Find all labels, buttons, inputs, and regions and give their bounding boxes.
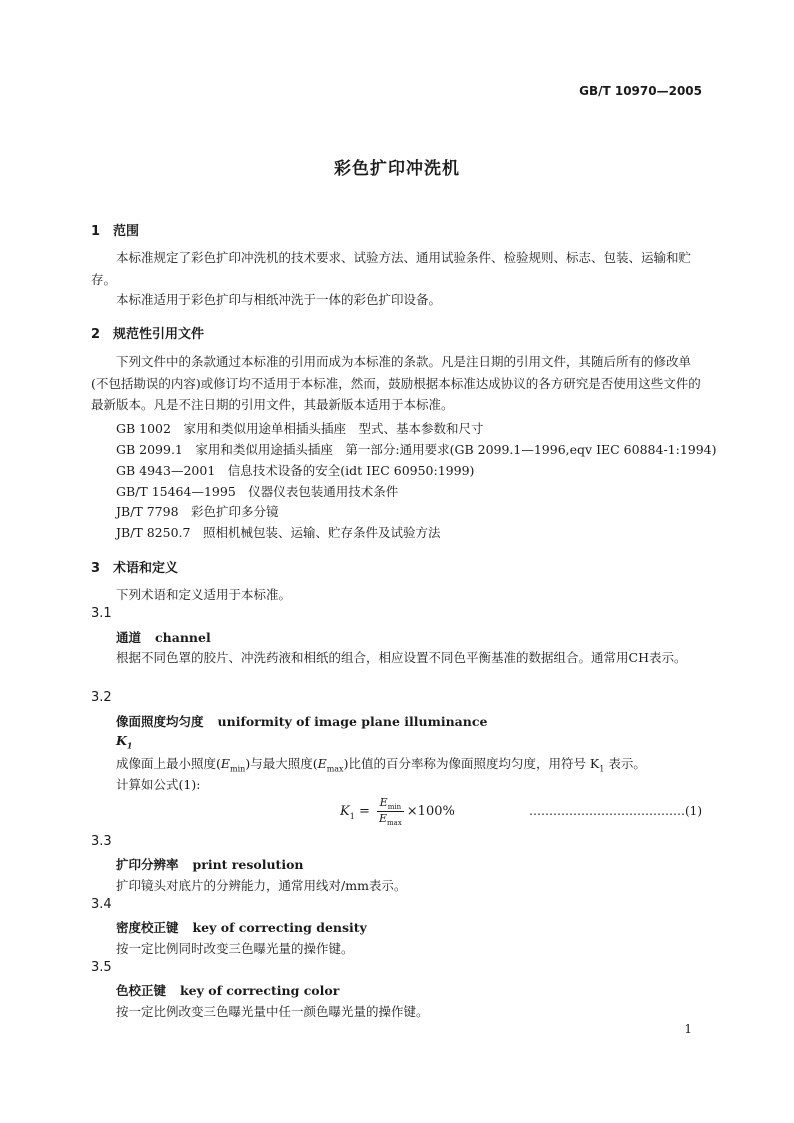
term-cn: 密度校正键 — [116, 920, 179, 935]
fraction-numerator — [377, 796, 404, 812]
formula-times: ×100% — [406, 804, 455, 820]
term-cn: 色校正键 — [116, 983, 167, 998]
reference-item: JB/T 8250.7 照相机械包装、运输、贮存条件及试验方法 — [116, 525, 441, 540]
symbol-sub: 1 — [599, 764, 605, 774]
clause-number-3-5: 3.5 — [91, 960, 112, 975]
clause-number-3-2: 3.2 — [91, 690, 112, 705]
term-3-2 — [116, 712, 487, 730]
symbol-k: K — [116, 733, 127, 748]
term-en: print resolution — [192, 857, 304, 872]
section-number: 2 — [91, 327, 101, 342]
def-text: 成像面上最小照度( — [116, 756, 221, 771]
clause-number-3-4: 3.4 — [91, 897, 112, 912]
formula-lhs: K — [340, 804, 350, 820]
reference-item: GB 4943—2001 信息技术设备的安全(idt IEC 60950:1999) — [116, 463, 475, 478]
section-3-heading — [91, 557, 178, 576]
term-3-3 — [116, 855, 304, 873]
section-2-intro: 下列文件中的条款通过本标准的引用而成为本标准的条款。凡是注日期的引用文件，其随后所有的修改单(不包括勘误的内容)或修订均不适用于本标准，然而，鼓励根据本标准达成协议的各方研究是否使用这些文件的最新版本。凡是不注日期的引用文件，其最新版本适用于本标准。 — [91, 354, 701, 412]
reference-item: JB/T 7798 彩色扩印多分镜 — [116, 504, 279, 519]
section-1-heading — [91, 220, 139, 239]
term-en: uniformity of image plane illuminance — [217, 714, 488, 729]
section-title: 规范性引用文件 — [113, 327, 205, 342]
term-cn: 像面照度均匀度 — [116, 714, 204, 729]
page-number: 1 — [684, 1022, 692, 1036]
clause-number-3-1: 3.1 — [91, 606, 112, 621]
term-en: key of correcting color — [180, 983, 340, 998]
formula-lhs-sub: 1 — [349, 811, 355, 821]
standard-number: GB/T 10970—2005 — [579, 84, 702, 98]
emax-symbol: E — [317, 756, 327, 771]
def-text: 表示。 — [604, 756, 646, 771]
formula-fraction — [377, 796, 404, 827]
section-1-paragraph-1: 本标准规定了彩色扩印冲洗机的技术要求、试验方法、通用试验条件、检验规则、标志、包装、运输和贮存。 — [91, 250, 692, 287]
definition-3-3: 扩印镜头对底片的分辨能力，通常用线对/mm表示。 — [116, 878, 407, 893]
section-number: 3 — [91, 561, 101, 576]
section-number: 1 — [91, 224, 101, 239]
section-title: 术语和定义 — [113, 561, 179, 576]
term-en: channel — [155, 630, 211, 645]
emax-sub: max — [326, 764, 344, 774]
term-cn: 通道 — [116, 630, 142, 645]
calc-intro: 计算如公式(1): — [116, 777, 201, 792]
section-title: 范围 — [113, 224, 140, 239]
term-cn: 扩印分辨率 — [116, 857, 179, 872]
emin-sub: min — [230, 764, 246, 774]
section-1-paragraph-2: 本标准适用于彩色扩印与相纸冲洗于一体的彩色扩印设备。 — [116, 292, 442, 307]
term-3-5 — [116, 981, 339, 999]
section-2-heading — [91, 323, 204, 342]
emin-symbol: E — [220, 756, 231, 771]
formula-number: …………………………………(1) — [529, 804, 702, 818]
definition-3-5: 按一定比例改变三色曝光量中任一颜色曝光量的操作键。 — [116, 1004, 429, 1019]
def-text: )与最大照度( — [245, 756, 318, 771]
fraction-denominator — [377, 812, 404, 827]
denominator-symbol: E — [378, 812, 388, 826]
def-text: )比值的百分率称为像面照度均匀度，用符号 K — [343, 756, 600, 771]
reference-item: GB 2099.1 家用和类似用途插头插座 第一部分:通用要求(GB 2099.1—1996,eqv IEC 60884-1:1994) — [116, 442, 717, 457]
reference-item: GB 1002 家用和类似用途单相插头插座 型式、基本参数和尺寸 — [116, 421, 484, 436]
term-3-4 — [116, 918, 367, 936]
formula-1 — [340, 796, 455, 836]
definition-3-1: 根据不同色罩的胶片、冲洗药液和相纸的组合，相应设置不同色平衡基准的数据组合。通常用CH表示。 — [116, 650, 687, 665]
clause-number-3-3: 3.3 — [91, 834, 112, 849]
reference-item: GB/T 15464—1995 仪器仪表包装通用技术条件 — [116, 484, 399, 499]
definition-3-4: 按一定比例同时改变三色曝光量的操作键。 — [116, 941, 354, 956]
denominator-sub: max — [387, 819, 402, 828]
term-3-1 — [116, 628, 211, 646]
numerator-sub: min — [387, 803, 402, 812]
numerator-symbol: E — [379, 796, 388, 809]
formula-equals: = — [354, 804, 374, 820]
symbol-sub: 1 — [126, 740, 133, 751]
term-en: key of correcting density — [192, 920, 367, 935]
term-symbol — [116, 733, 132, 751]
document-title: 彩色扩印冲洗机 — [334, 159, 460, 179]
section-3-intro: 下列术语和定义适用于本标准。 — [116, 587, 292, 602]
definition-3-2 — [116, 754, 646, 774]
